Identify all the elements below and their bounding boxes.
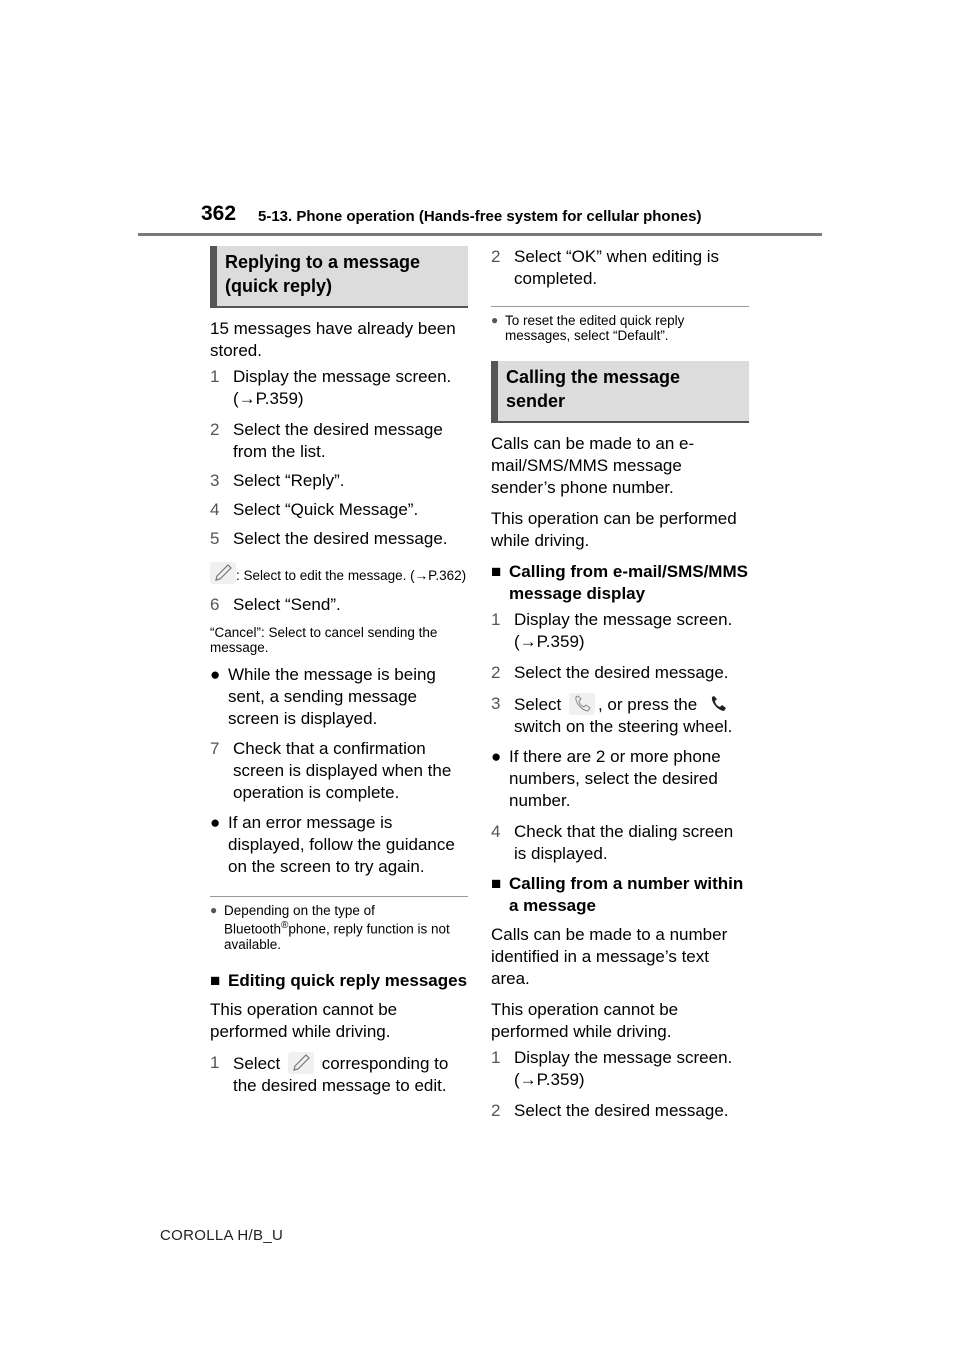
cancel-note: “Cancel”: Select to cancel sending the message. (210, 625, 438, 655)
subheading-editing: ■ Editing quick reply messages (210, 970, 468, 990)
section-title: 5-13. Phone operation (Hands-free system for cellular phones) (258, 208, 702, 225)
para-calls-number: Calls can be made to a number identified in a message’s text area. (491, 925, 728, 988)
edit-note: : Select to edit the message. (→P.362) (210, 562, 468, 584)
bullet-phone-numbers: ● If there are 2 or more phone numbers, select the desired number. (491, 747, 721, 810)
step-5: 5 Select the desired message. (210, 529, 448, 548)
step-r4: 4 Check that the dialing screen is displayed. (491, 822, 734, 863)
step-3: 3 Select “Reply”. (210, 471, 345, 490)
intro-text: 15 messages have already been stored. (210, 319, 456, 360)
step-n2: 2 Select the desired message. (491, 1101, 729, 1120)
pencil-icon (210, 562, 236, 584)
page-number: 362 (201, 202, 237, 225)
pencil-icon (288, 1052, 314, 1074)
heading-calling-sender: Calling the message sender (491, 361, 749, 423)
bullet-sending: ● While the message is being sent, a sending message screen is displayed. (210, 665, 436, 728)
step-7: 7 Check that a confirmation screen is displayed when the operation is complete. (210, 739, 452, 802)
page-header (0, 0, 960, 240)
left-column (210, 246, 468, 1097)
phone-switch-icon (705, 693, 731, 715)
step-6: 6 Select “Send”. (210, 595, 341, 614)
header-rule (138, 233, 822, 236)
step-4: 4 Select “Quick Message”. (210, 500, 419, 519)
subheading-calling-display: ■ Calling from e-mail/SMS/MMS message display (491, 562, 748, 603)
step-r3: 3 Select , or press the switch on the steering wheel. (491, 694, 733, 736)
para-calls-sender: Calls can be made to an e-mail/SMS/MMS message sender’s phone number. (491, 434, 695, 497)
footer-model: COROLLA H/B_U (160, 1227, 284, 1244)
note-bluetooth: ● Depending on the type of Bluetooth®phone, reply function is not available. (210, 896, 468, 952)
para-cannot-perform: This operation cannot be performed while driving. (210, 999, 398, 1041)
step-ok: 2 Select “OK” when editing is completed. (491, 247, 720, 288)
subheading-calling-number: ■ Calling from a number within a message (491, 874, 744, 915)
step-1: 1 Display the message screen. (→P.359) (210, 367, 452, 408)
step-2: 2 Select the desired message from the list. (210, 420, 443, 461)
phone-icon (569, 693, 595, 715)
para-can-perform: This operation can be performed while driving. (491, 509, 737, 550)
heading-quick-reply: Replying to a message (quick reply) (210, 246, 468, 308)
step-r2: 2 Select the desired message. (491, 663, 729, 682)
bullet-error: ● If an error message is displayed, follow the guidance on the screen to try again. (210, 813, 455, 876)
note-default: ● To reset the edited quick reply messages, select “Default”. (491, 306, 749, 343)
step-n1: 1 Display the message screen. (→P.359) (491, 1048, 733, 1089)
right-column (491, 246, 749, 1122)
step-r1: 1 Display the message screen. (→P.359) (491, 610, 733, 651)
para-cannot-perform-2: This operation cannot be performed while driving. (491, 1000, 679, 1041)
step-edit-1: 1 Select corresponding to the desired message to edit. (210, 1052, 449, 1095)
